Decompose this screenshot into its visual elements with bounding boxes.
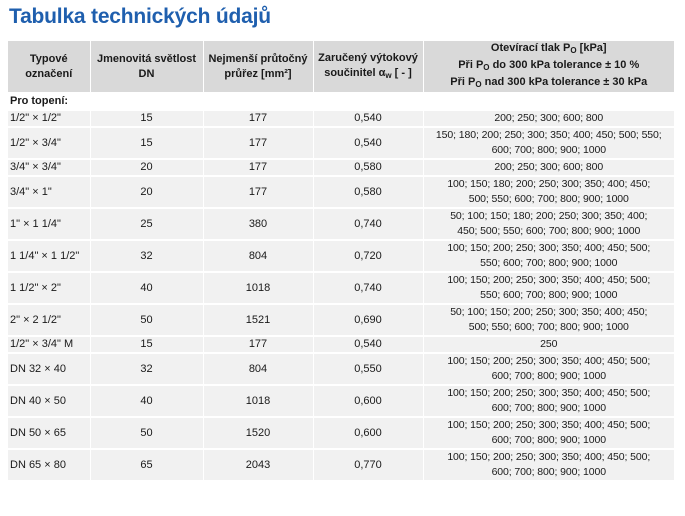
tlak-line: 100; 150; 200; 250; 300; 350; 400; 450; 500; — [447, 387, 651, 399]
cell-dn: 32 — [90, 353, 203, 385]
table-row — [8, 353, 674, 385]
cell-dn: 20 — [90, 159, 203, 176]
cell-koef: 0,540 — [313, 110, 423, 127]
cell-dn: 50 — [90, 417, 203, 449]
table-row — [8, 127, 674, 159]
cell-koef: 0,540 — [313, 127, 423, 159]
tlak-line: 200; 250; 300; 600; 800 — [494, 161, 604, 173]
cell-koef: 0,550 — [313, 353, 423, 385]
tlak-line: 500; 550; 600; 700; 800; 900; 1000 — [468, 193, 629, 205]
cell-koef: 0,720 — [313, 240, 423, 272]
cell-tlak — [423, 417, 674, 449]
header-dn: Jmenovitá světlost DN — [90, 41, 203, 93]
table-row — [8, 449, 674, 480]
cell-koef: 0,600 — [313, 417, 423, 449]
cell-tlak — [423, 336, 674, 353]
section-label: Pro topení: — [8, 93, 674, 110]
table-row — [8, 110, 674, 127]
cell-koef: 0,580 — [313, 159, 423, 176]
tlak-line: 450; 500; 550; 600; 700; 800; 900; 1000 — [457, 225, 641, 237]
tlak-line: 100; 150; 200; 250; 300; 350; 400; 450; 500; — [447, 451, 651, 463]
cell-typ: 3/4" × 1" — [10, 185, 52, 198]
cell-koef: 0,740 — [313, 272, 423, 304]
tlak-line: 550; 600; 700; 800; 900; 1000 — [480, 289, 618, 301]
table-row — [8, 272, 674, 304]
tlak-line: 100; 150; 200; 250; 300; 350; 400; 450; 500; — [447, 274, 651, 286]
table-row — [8, 385, 674, 417]
cell-dn: 65 — [90, 449, 203, 480]
tlak-line: 500; 550; 600; 700; 800; 900; 1000 — [468, 321, 629, 333]
cell-typ: DN 65 × 80 — [10, 458, 66, 471]
tlak-line: 50; 100; 150; 180; 200; 250; 300; 350; 400; — [450, 210, 648, 222]
header-prurez: Nejmenší průtočný průřez [mm²] — [203, 41, 313, 93]
cell-tlak — [423, 449, 674, 480]
header-oteviraci-tlak: Otevírací tlak $P_O$ [kPa] Při $P_O$ do 300 kPa tolerance ± 10 % Při $P_O$ nad 300 kPa tolerance ± 30 kPa — [423, 41, 674, 93]
page-title: Tabulka technických údajů — [9, 5, 271, 28]
tlak-line: 150; 180; 200; 250; 300; 350; 400; 450; 500; 550; — [435, 129, 662, 141]
cell-dn: 25 — [90, 208, 203, 240]
cell-prurez: 1521 — [203, 304, 313, 336]
technical-data-table — [8, 41, 674, 480]
tlak-line: 600; 700; 800; 900; 1000 — [491, 144, 606, 156]
cell-tlak — [423, 110, 674, 127]
cell-prurez: 177 — [203, 336, 313, 353]
cell-typ: 1/2" × 3/4" — [10, 136, 61, 149]
cell-tlak — [423, 127, 674, 159]
cell-prurez: 177 — [203, 110, 313, 127]
cell-typ: DN 50 × 65 — [10, 426, 66, 439]
table-row — [8, 176, 674, 208]
cell-typ: DN 40 × 50 — [10, 394, 66, 407]
cell-tlak — [423, 272, 674, 304]
table-row — [8, 417, 674, 449]
cell-koef: 0,600 — [313, 385, 423, 417]
cell-koef: 0,770 — [313, 449, 423, 480]
table-row — [8, 208, 674, 240]
table-header-row — [8, 41, 674, 93]
cell-prurez: 1520 — [203, 417, 313, 449]
cell-koef: 0,690 — [313, 304, 423, 336]
cell-dn: 50 — [90, 304, 203, 336]
cell-typ: 1" × 1 1/4" — [10, 217, 61, 230]
header-typ: Typové označení — [8, 41, 90, 93]
cell-prurez: 2043 — [203, 449, 313, 480]
cell-dn: 40 — [90, 385, 203, 417]
cell-typ: DN 32 × 40 — [10, 362, 66, 375]
cell-prurez: 1018 — [203, 272, 313, 304]
tlak-line: 600; 700; 800; 900; 1000 — [491, 402, 606, 414]
header-soucinitel: Zaručený výtokový součinitel $\alpha_w$ [ - ] — [313, 41, 423, 93]
cell-tlak — [423, 240, 674, 272]
cell-dn: 15 — [90, 127, 203, 159]
tlak-line: 550; 600; 700; 800; 900; 1000 — [480, 257, 618, 269]
tlak-line: 50; 100; 150; 200; 250; 300; 350; 400; 450; — [450, 306, 648, 318]
cell-tlak — [423, 176, 674, 208]
tlak-line: 600; 700; 800; 900; 1000 — [491, 434, 606, 446]
cell-typ: 1 1/2" × 2" — [10, 281, 61, 294]
cell-prurez: 1018 — [203, 385, 313, 417]
cell-prurez: 177 — [203, 176, 313, 208]
cell-prurez: 177 — [203, 159, 313, 176]
cell-prurez: 804 — [203, 240, 313, 272]
table-row — [8, 240, 674, 272]
cell-tlak — [423, 385, 674, 417]
tlak-line: 200; 250; 300; 600; 800 — [494, 112, 604, 124]
cell-prurez: 380 — [203, 208, 313, 240]
cell-dn: 15 — [90, 336, 203, 353]
cell-dn: 32 — [90, 240, 203, 272]
cell-typ: 2" × 2 1/2" — [10, 313, 61, 326]
table-row — [8, 159, 674, 176]
tlak-line: 600; 700; 800; 900; 1000 — [491, 466, 606, 478]
cell-koef: 0,580 — [313, 176, 423, 208]
cell-typ: 1/2" × 3/4" M — [10, 338, 74, 350]
tlak-line: 600; 700; 800; 900; 1000 — [491, 370, 606, 382]
tlak-line: 100; 150; 180; 200; 250; 300; 350; 400; 450; — [447, 178, 651, 190]
tlak-line: 100; 150; 200; 250; 300; 350; 400; 450; 500; — [447, 355, 651, 367]
tlak-line: 250 — [540, 338, 558, 350]
cell-prurez: 177 — [203, 127, 313, 159]
table-row — [8, 304, 674, 336]
tlak-line: 100; 150; 200; 250; 300; 350; 400; 450; 500; — [447, 419, 651, 431]
cell-tlak — [423, 208, 674, 240]
tlak-line: 100; 150; 200; 250; 300; 350; 400; 450; 500; — [447, 242, 651, 254]
cell-tlak — [423, 159, 674, 176]
cell-tlak — [423, 353, 674, 385]
cell-typ: 3/4" × 3/4" — [10, 161, 61, 173]
cell-dn: 15 — [90, 110, 203, 127]
cell-typ: 1 1/4" × 1 1/2" — [10, 249, 80, 262]
section-row — [8, 93, 674, 110]
table-row — [8, 336, 674, 353]
cell-typ: 1/2" × 1/2" — [10, 112, 61, 124]
cell-koef: 0,740 — [313, 208, 423, 240]
cell-dn: 40 — [90, 272, 203, 304]
cell-prurez: 804 — [203, 353, 313, 385]
cell-tlak — [423, 304, 674, 336]
cell-dn: 20 — [90, 176, 203, 208]
cell-koef: 0,540 — [313, 336, 423, 353]
